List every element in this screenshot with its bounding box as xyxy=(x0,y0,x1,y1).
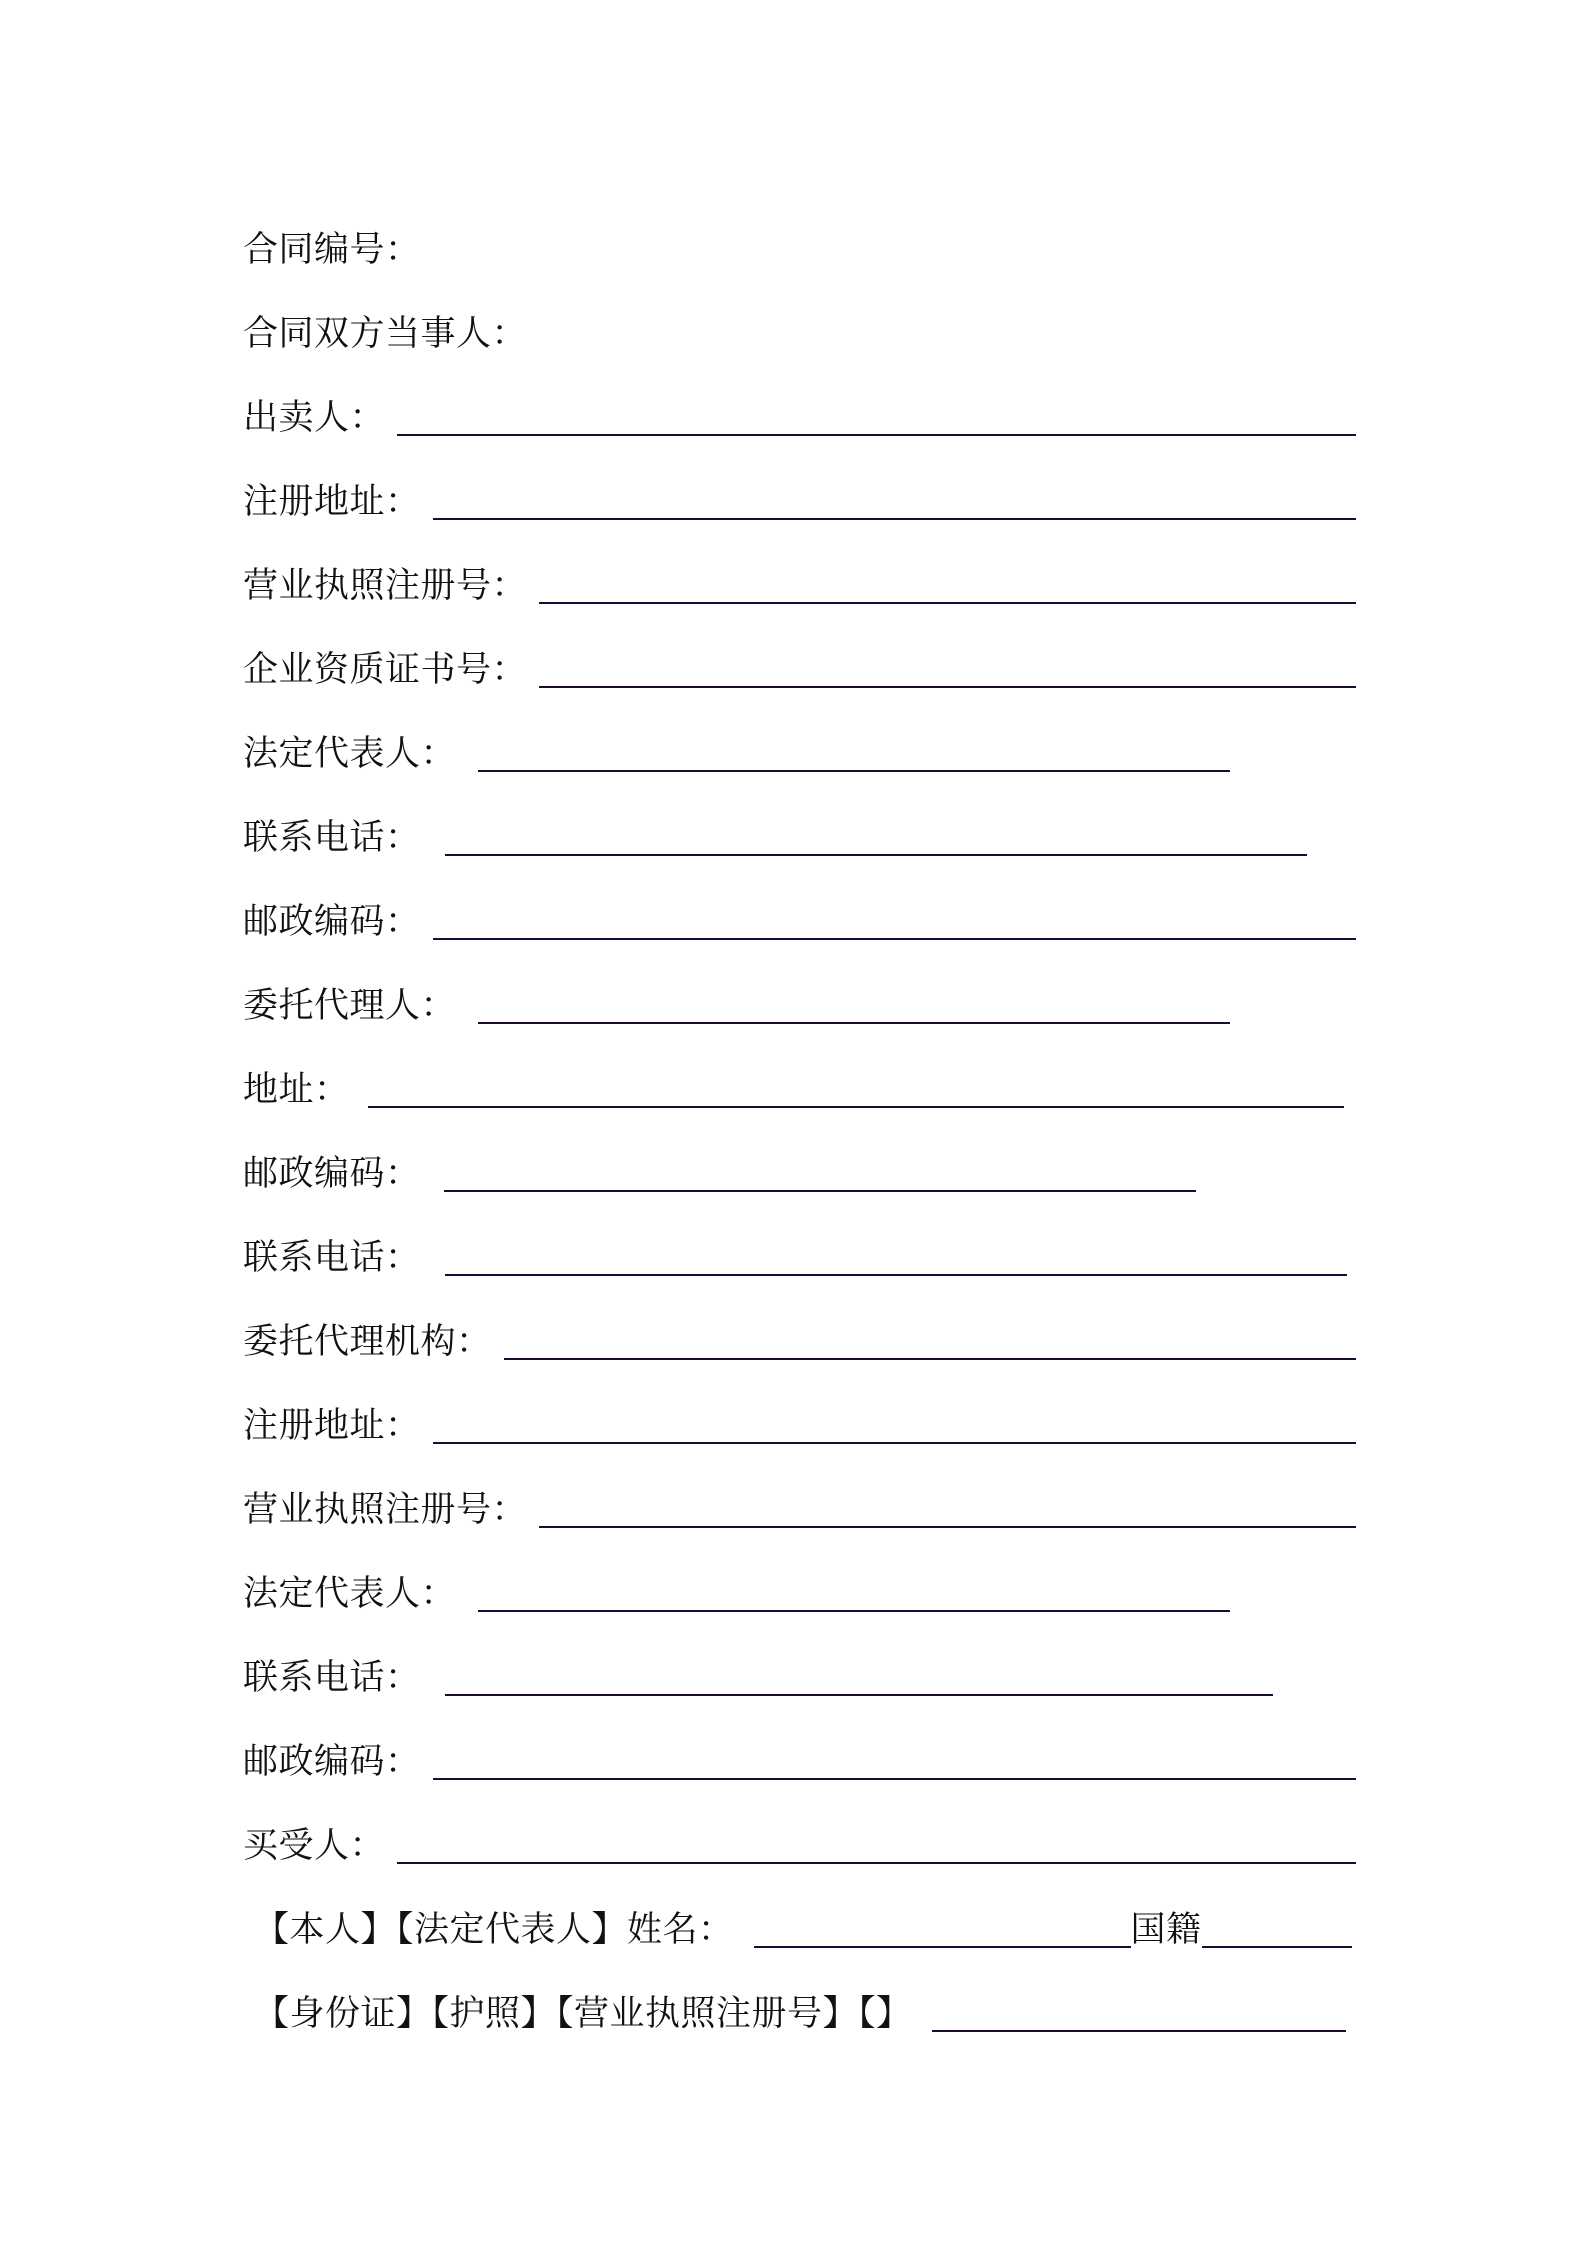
agency-postcode-input-line[interactable] xyxy=(433,1778,1356,1780)
seller-postcode-row xyxy=(243,868,1363,952)
agent-label: 委托代理人： xyxy=(243,986,457,1026)
seller-postcode-input-line[interactable] xyxy=(433,938,1356,940)
agency-phone-input-line[interactable] xyxy=(445,1694,1273,1696)
buyer-name-input-line[interactable] xyxy=(754,1946,1131,1948)
seller-phone-input-line[interactable] xyxy=(445,854,1307,856)
seller-input-line[interactable] xyxy=(397,434,1356,436)
buyer-id-row xyxy=(243,1960,1363,2044)
agency-reg-address-label: 注册地址： xyxy=(243,1406,421,1446)
agency-license-no-row xyxy=(243,1456,1363,1540)
agency-legal-rep-input-line[interactable] xyxy=(478,1610,1230,1612)
agency-label: 委托代理机构： xyxy=(243,1322,492,1362)
seller-label: 出卖人： xyxy=(243,398,386,438)
agency-row xyxy=(243,1288,1363,1372)
buyer-nationality-input-line[interactable] xyxy=(1202,1946,1352,1948)
agent-address-label: 地址： xyxy=(243,1070,350,1110)
agency-reg-address-row xyxy=(243,1372,1363,1456)
seller-qualification-no-input-line[interactable] xyxy=(539,686,1356,688)
seller-qualification-no-row xyxy=(243,616,1363,700)
seller-phone-row xyxy=(243,784,1363,868)
seller-phone-label: 联系电话： xyxy=(243,818,421,858)
agent-input-line[interactable] xyxy=(478,1022,1230,1024)
seller-legal-rep-input-line[interactable] xyxy=(478,770,1230,772)
agent-phone-input-line[interactable] xyxy=(445,1274,1347,1276)
agent-postcode-label: 邮政编码： xyxy=(243,1154,421,1194)
seller-legal-rep-label: 法定代表人： xyxy=(243,734,457,774)
parties-row xyxy=(243,280,1363,364)
seller-reg-address-label: 注册地址： xyxy=(243,482,421,522)
contract-no-row xyxy=(243,196,1363,280)
buyer-label: 买受人： xyxy=(243,1826,386,1866)
buyer-id-type-label: 【身份证】【护照】【营业执照注册号】【】 xyxy=(254,1994,912,2034)
agency-license-no-input-line[interactable] xyxy=(539,1526,1356,1528)
agency-phone-row xyxy=(243,1624,1363,1708)
agent-postcode-input-line[interactable] xyxy=(444,1190,1196,1192)
agency-legal-rep-label: 法定代表人： xyxy=(243,1574,457,1614)
agency-postcode-label: 邮政编码： xyxy=(243,1742,421,1782)
buyer-input-line[interactable] xyxy=(397,1862,1356,1864)
agency-legal-rep-row xyxy=(243,1540,1363,1624)
agency-input-line[interactable] xyxy=(504,1358,1356,1360)
agent-address-input-line[interactable] xyxy=(368,1106,1344,1108)
parties-label: 合同双方当事人： xyxy=(243,314,528,354)
seller-reg-address-input-line[interactable] xyxy=(433,518,1356,520)
agent-postcode-row xyxy=(243,1120,1363,1204)
seller-reg-address-row xyxy=(243,448,1363,532)
agency-phone-label: 联系电话： xyxy=(243,1658,421,1698)
seller-row xyxy=(243,364,1363,448)
agency-reg-address-input-line[interactable] xyxy=(433,1442,1356,1444)
agent-phone-label: 联系电话： xyxy=(243,1238,421,1278)
seller-qualification-no-label: 企业资质证书号： xyxy=(243,650,528,690)
seller-license-no-row xyxy=(243,532,1363,616)
agent-row xyxy=(243,952,1363,1036)
buyer-id-input-line[interactable] xyxy=(932,2030,1346,2032)
contract-no-label: 合同编号： xyxy=(243,230,421,270)
buyer-row xyxy=(243,1792,1363,1876)
agency-postcode-row xyxy=(243,1708,1363,1792)
contract-form xyxy=(243,196,1363,2044)
agent-address-row xyxy=(243,1036,1363,1120)
agency-license-no-label: 营业执照注册号： xyxy=(243,1490,528,1530)
buyer-identity-row xyxy=(243,1876,1363,1960)
buyer-nationality-label: 国籍 xyxy=(1130,1910,1202,1950)
agent-phone-row xyxy=(243,1204,1363,1288)
seller-postcode-label: 邮政编码： xyxy=(243,902,421,942)
seller-legal-rep-row xyxy=(243,700,1363,784)
buyer-identity-label: 【本人】【法定代表人】姓名： xyxy=(254,1910,734,1950)
seller-license-no-label: 营业执照注册号： xyxy=(243,566,528,606)
seller-license-no-input-line[interactable] xyxy=(539,602,1356,604)
